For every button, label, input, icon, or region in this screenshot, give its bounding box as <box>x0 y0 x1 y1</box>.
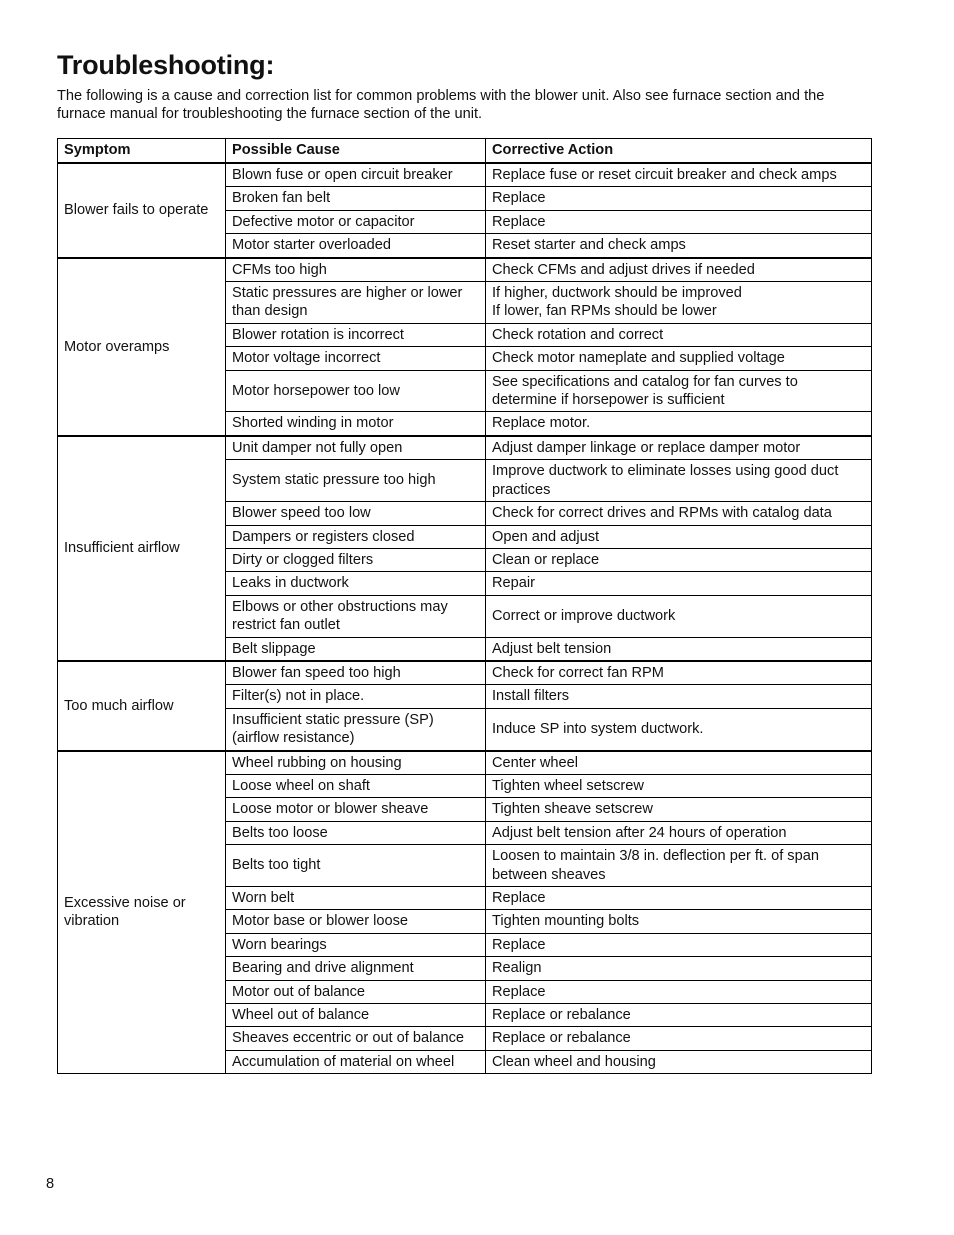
action-cell: Correct or improve ductwork <box>486 595 872 637</box>
action-cell: See specifications and catalog for fan curves to determine if horsepower is sufficient <box>486 370 872 412</box>
action-cell: Replace motor. <box>486 412 872 436</box>
cause-cell: Filter(s) not in place. <box>226 685 486 708</box>
cause-cell: Insufficient static pressure (SP) (airflow resistance) <box>226 708 486 750</box>
action-cell: Install filters <box>486 685 872 708</box>
action-cell: Check for correct fan RPM <box>486 661 872 685</box>
action-cell: Check for correct drives and RPMs with catalog data <box>486 502 872 525</box>
table-row <box>58 661 872 685</box>
action-cell: Replace <box>486 187 872 210</box>
action-cell: Check motor nameplate and supplied voltage <box>486 347 872 370</box>
symptom-cell: Insufficient airflow <box>58 436 226 661</box>
cause-cell: Elbows or other obstructions may restrict fan outlet <box>226 595 486 637</box>
action-cell: Tighten mounting bolts <box>486 910 872 933</box>
cause-cell: Defective motor or capacitor <box>226 210 486 233</box>
action-cell: Open and adjust <box>486 525 872 548</box>
action-cell: Improve ductwork to eliminate losses using good duct practices <box>486 460 872 502</box>
action-cell: Replace fuse or reset circuit breaker and check amps <box>486 163 872 187</box>
action-cell: Replace <box>486 980 872 1003</box>
troubleshooting-table <box>57 138 872 1074</box>
cause-cell: System static pressure too high <box>226 460 486 502</box>
cause-cell: Belt slippage <box>226 637 486 661</box>
cause-cell: Wheel out of balance <box>226 1004 486 1027</box>
action-cell: Check rotation and correct <box>486 323 872 346</box>
page-number: 8 <box>46 1176 55 1192</box>
symptom-cell: Too much airflow <box>58 661 226 751</box>
header-corrective-action: Corrective Action <box>486 139 872 164</box>
cause-cell: Motor starter overloaded <box>226 234 486 258</box>
table-row <box>58 258 872 282</box>
cause-cell: Motor out of balance <box>226 980 486 1003</box>
action-cell: Replace <box>486 933 872 956</box>
action-cell: Adjust belt tension after 24 hours of operation <box>486 821 872 844</box>
action-cell: Tighten sheave setscrew <box>486 798 872 821</box>
cause-cell: Wheel rubbing on housing <box>226 751 486 775</box>
cause-cell: Blower fan speed too high <box>226 661 486 685</box>
action-cell: Clean or replace <box>486 548 872 571</box>
page-title: Troubleshooting: <box>57 50 275 80</box>
cause-cell: Belts too loose <box>226 821 486 844</box>
cause-cell: Unit damper not fully open <box>226 436 486 460</box>
action-cell: Loosen to maintain 3/8 in. deflection per ft. of span between sheaves <box>486 845 872 887</box>
cause-cell: Shorted winding in motor <box>226 412 486 436</box>
action-cell: Clean wheel and housing <box>486 1050 872 1073</box>
cause-cell: Accumulation of material on wheel <box>226 1050 486 1073</box>
cause-cell: Motor voltage incorrect <box>226 347 486 370</box>
header-symptom: Symptom <box>58 139 226 164</box>
action-cell: Replace <box>486 887 872 910</box>
cause-cell: Static pressures are higher or lower than design <box>226 282 486 324</box>
cause-cell: Motor horsepower too low <box>226 370 486 412</box>
action-cell: Induce SP into system ductwork. <box>486 708 872 750</box>
cause-cell: Blower speed too low <box>226 502 486 525</box>
cause-cell: Worn bearings <box>226 933 486 956</box>
cause-cell: Worn belt <box>226 887 486 910</box>
action-cell: Replace or rebalance <box>486 1027 872 1050</box>
table-row <box>58 163 872 187</box>
table-row <box>58 751 872 775</box>
action-cell: Adjust belt tension <box>486 637 872 661</box>
cause-cell: Loose motor or blower sheave <box>226 798 486 821</box>
cause-cell: Dampers or registers closed <box>226 525 486 548</box>
action-cell: If higher, ductwork should be improved If lower, fan RPMs should be lower <box>486 282 872 324</box>
action-cell: Center wheel <box>486 751 872 775</box>
action-cell: Reset starter and check amps <box>486 234 872 258</box>
cause-cell: CFMs too high <box>226 258 486 282</box>
action-cell: Adjust damper linkage or replace damper motor <box>486 436 872 460</box>
cause-cell: Leaks in ductwork <box>226 572 486 595</box>
symptom-cell: Excessive noise or vibration <box>58 751 226 1074</box>
table-row <box>58 436 872 460</box>
action-cell: Replace or rebalance <box>486 1004 872 1027</box>
action-cell: Check CFMs and adjust drives if needed <box>486 258 872 282</box>
cause-cell: Blown fuse or open circuit breaker <box>226 163 486 187</box>
cause-cell: Belts too tight <box>226 845 486 887</box>
table-header-row <box>58 139 872 164</box>
cause-cell: Dirty or clogged filters <box>226 548 486 571</box>
action-cell: Tighten wheel setscrew <box>486 774 872 797</box>
cause-cell: Loose wheel on shaft <box>226 774 486 797</box>
cause-cell: Broken fan belt <box>226 187 486 210</box>
cause-cell: Motor base or blower loose <box>226 910 486 933</box>
symptom-cell: Blower fails to operate <box>58 163 226 258</box>
action-cell: Realign <box>486 957 872 980</box>
action-cell: Repair <box>486 572 872 595</box>
action-cell: Replace <box>486 210 872 233</box>
symptom-cell: Motor overamps <box>58 258 226 436</box>
intro-paragraph: The following is a cause and correction list for common problems with the blower unit. Also see furnace section and the furnace manual for troubleshooting the furnace section of the unit. <box>57 88 825 122</box>
header-possible-cause: Possible Cause <box>226 139 486 164</box>
cause-cell: Blower rotation is incorrect <box>226 323 486 346</box>
table-body <box>58 163 872 1074</box>
cause-cell: Bearing and drive alignment <box>226 957 486 980</box>
cause-cell: Sheaves eccentric or out of balance <box>226 1027 486 1050</box>
